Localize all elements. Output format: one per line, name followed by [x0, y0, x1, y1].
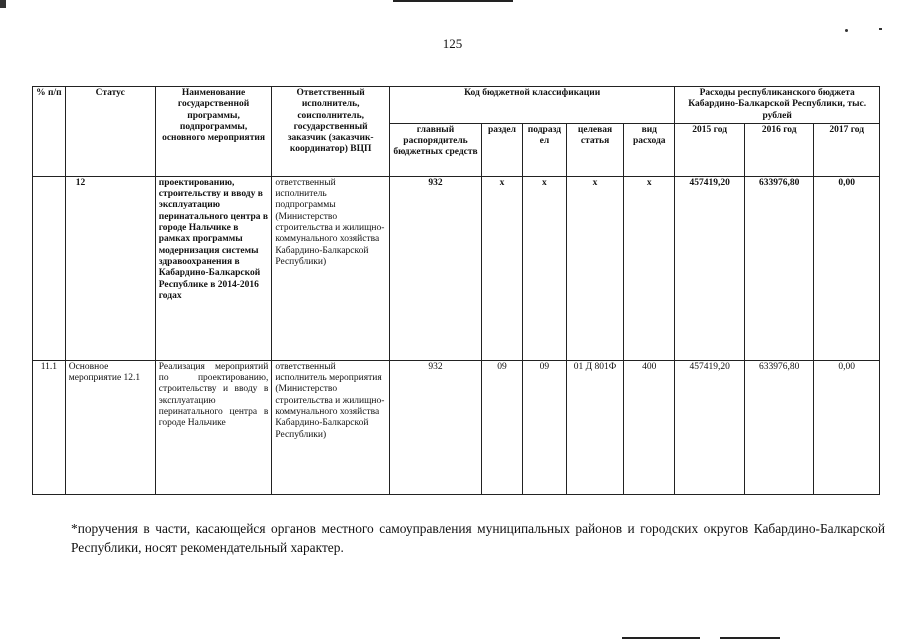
cell-2017: 0,00 — [814, 360, 880, 494]
cell-2015: 457419,20 — [675, 176, 745, 360]
cell-responsible: ответственный исполнитель подпрограммы (Министерство строительства и жилищно-коммунального хозяйства Кабардино-Балкарской Республики) — [272, 176, 390, 360]
cell-podrazdel: х — [522, 176, 566, 360]
cell-status: Основное мероприятие 12.1 — [65, 360, 155, 494]
header-row — [33, 87, 880, 124]
header-expenses: Расходы республиканского бюджета Кабардино-Балкарской Республики, тыс. рублей — [675, 87, 880, 124]
cell-2016: 633976,80 — [744, 176, 814, 360]
header-grbs: главный распорядитель бюджетных средств — [389, 123, 481, 176]
page-number: 125 — [442, 36, 463, 51]
header-budget-code: Код бюджетной классификации — [389, 87, 674, 124]
cell-grbs: 932 — [389, 360, 481, 494]
scan-mark-top — [393, 0, 513, 2]
header-razdel: раздел — [482, 123, 523, 176]
cell-razdel: х — [482, 176, 523, 360]
cell-vid: 400 — [624, 360, 675, 494]
cell-grbs: 932 — [389, 176, 481, 360]
header-name: Наименование государственной программы, подпрограммы, основного мероприятия — [155, 87, 272, 177]
cell-num: 11.1 — [33, 360, 66, 494]
cell-razdel: 09 — [482, 360, 523, 494]
cell-target: 01 Д 801Ф — [566, 360, 623, 494]
budget-table — [32, 86, 880, 495]
header-2016: 2016 год — [744, 123, 814, 176]
cell-status: 12 — [65, 176, 155, 360]
footnote: *поручения в части, касающейся органов местного самоуправления муниципальных районов и городских округов Кабардино-Балкарской Республики, носят рекомендательный характер. — [71, 521, 885, 555]
scan-speck — [879, 28, 882, 30]
header-status: Статус — [65, 87, 155, 177]
cell-name: проектированию, строительству и вводу в эксплуатацию перинатального центра в городе Нальчике в рамках программы модернизация системы здравоохранения в Кабардино-Балкарской Республике в 2014-2016 годах — [155, 176, 272, 360]
header-podrazdel: подразд ел — [522, 123, 566, 176]
header-vid: вид расхода — [624, 123, 675, 176]
scan-mark-bottom — [622, 637, 700, 639]
header-num: % п/п — [33, 87, 66, 177]
table-row — [33, 176, 880, 360]
cell-name: Реализация мероприятий по проектированию, строительству и вводу в эксплуатацию перинатального центра в городе Нальчике — [155, 360, 272, 494]
header-responsible: Ответственный исполнитель, соисполнитель, государственный заказчик (заказчик-координатор) ВЦП — [272, 87, 390, 177]
cell-2015: 457419,20 — [675, 360, 745, 494]
table-row — [33, 360, 880, 494]
cell-responsible: ответственный исполнитель мероприятия (Министерство строительства и жилищно-коммунального хозяйства Кабардино-Балкарской Республики) — [272, 360, 390, 494]
cell-podrazdel: 09 — [522, 360, 566, 494]
header-2015: 2015 год — [675, 123, 745, 176]
cell-num — [33, 176, 66, 360]
header-target: целевая статья — [566, 123, 623, 176]
cell-2017: 0,00 — [814, 176, 880, 360]
cell-vid: х — [624, 176, 675, 360]
cell-target: х — [566, 176, 623, 360]
header-2017: 2017 год — [814, 123, 880, 176]
scan-mark-corner — [0, 0, 6, 8]
scan-speck — [845, 29, 848, 32]
cell-2016: 633976,80 — [744, 360, 814, 494]
scan-mark-bottom — [720, 637, 780, 639]
